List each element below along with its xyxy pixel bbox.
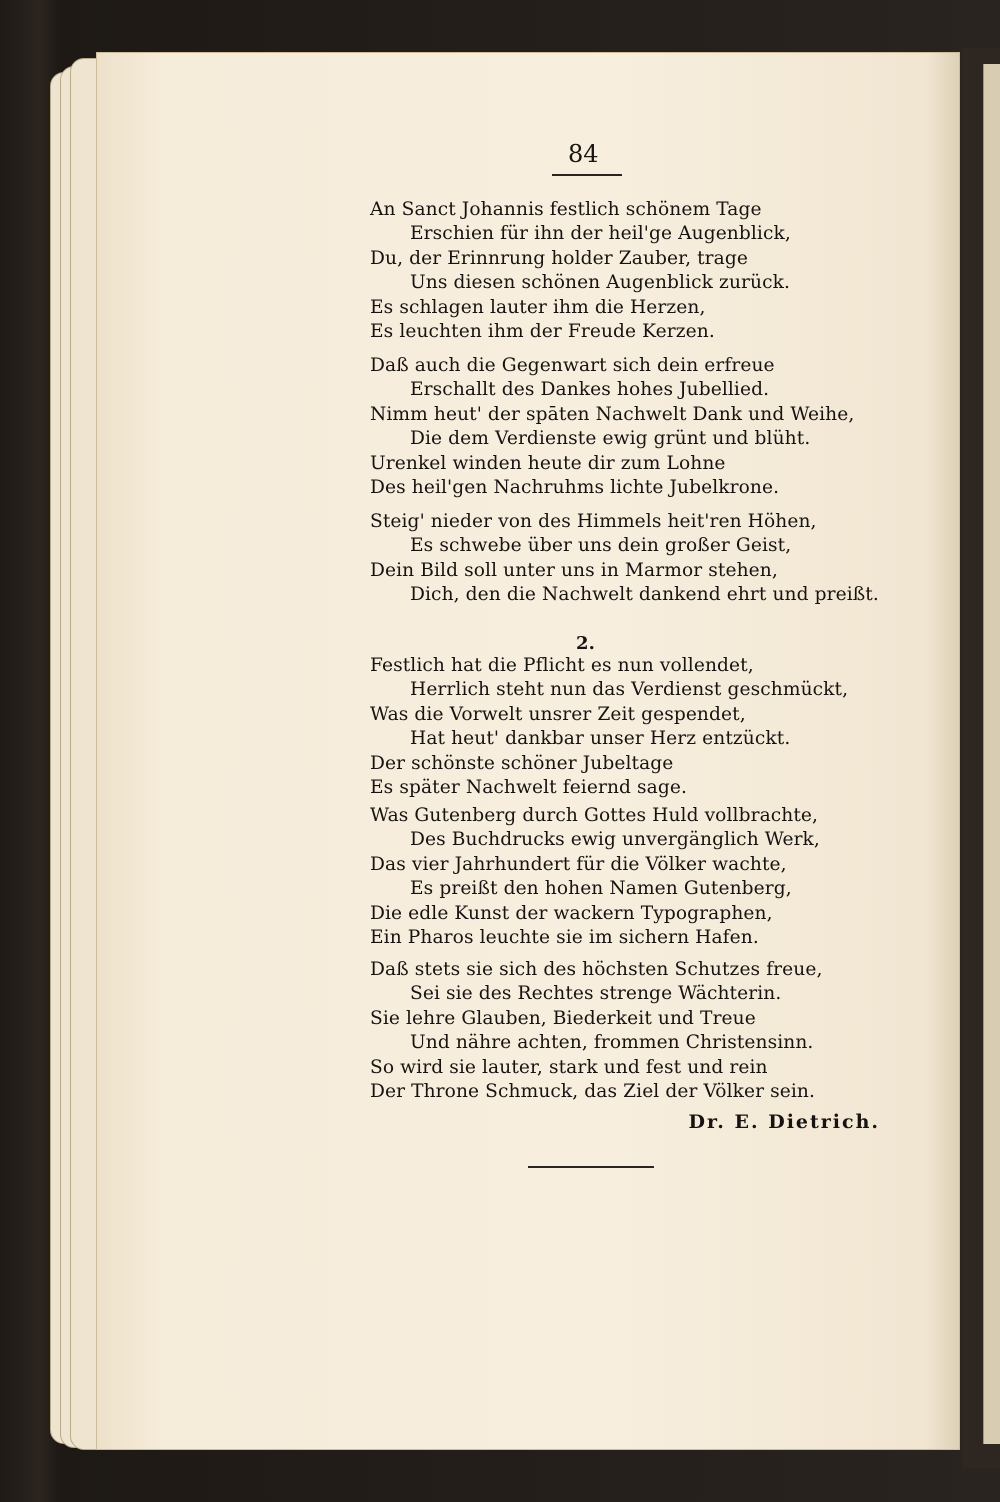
page-edge xyxy=(70,58,98,1450)
poem-line: Dich, den die Nachwelt dankend ehrt und preißt. xyxy=(410,584,879,606)
poem-line: Was Gutenberg durch Gottes Huld vollbrachte, xyxy=(370,805,819,826)
poem-line: Uns diesen schönen Augenblick zurück. xyxy=(410,272,790,294)
poem-line: Herrlich steht nun das Verdienst geschmückt, xyxy=(410,679,849,701)
poem-line: Urenkel winden heute dir zum Lohne xyxy=(370,452,726,474)
stanza xyxy=(370,198,860,344)
poem-line: Es später Nachwelt feiernd sage. xyxy=(370,777,687,799)
stanza xyxy=(370,654,860,800)
poem-line: Festlich hat die Pflicht es nun vollendet, xyxy=(370,655,754,676)
poem-line: Daß stets sie sich des höchsten Schutzes freue, xyxy=(370,959,823,980)
next-page-edge xyxy=(983,64,1000,1444)
poem-line: Steig' nieder von des Himmels heit'ren Höhen, xyxy=(370,511,817,532)
poem-line: Hat heut' dankbar unser Herz entzückt. xyxy=(410,728,791,750)
page-number: 84 xyxy=(568,140,599,168)
poem-line: Es schwebe über uns dein großer Geist, xyxy=(410,535,792,557)
section-number: 2. xyxy=(576,633,595,654)
poem-line: Des heil'gen Nachruhms lichte Jubelkrone. xyxy=(370,477,780,499)
page-number-rule xyxy=(552,174,622,176)
poem-line: Nimm heut' der spāten Nachwelt Dank und Weihe, xyxy=(370,403,855,425)
poem-line: Erschallt des Dankes hohes Jubellied. xyxy=(410,379,770,401)
poem-line: Daß auch die Gegenwart sich dein erfreue xyxy=(370,355,775,376)
poem-line: Es preißt den hohen Namen Gutenberg, xyxy=(410,878,792,900)
poem-line: Das vier Jahrhundert für die Völker wachte, xyxy=(370,853,787,875)
poem-line: Sie lehre Glauben, Biederkeit und Treue xyxy=(370,1007,756,1029)
poem-line: Die edle Kunst der wackern Typographen, xyxy=(370,902,773,924)
poem-line: Du, der Erinnrung holder Zauber, trage xyxy=(370,247,748,269)
stanza xyxy=(370,510,879,608)
poem-line: Dein Bild soll unter uns in Marmor stehen, xyxy=(370,559,778,581)
poem-line: Was die Vorwelt unsrer Zeit gespendet, xyxy=(370,703,746,725)
closing-rule xyxy=(528,1166,654,1168)
stanza xyxy=(370,354,860,500)
poem-line: An Sanct Johannis festlich schönem Tage xyxy=(370,199,762,220)
poem-line: Es leuchten ihm der Freude Kerzen. xyxy=(370,321,715,343)
poem-line: Die dem Verdienste ewig grünt und blüht. xyxy=(410,428,811,450)
author-signature: Dr. E. Dietrich. xyxy=(688,1111,880,1133)
poem-line: Ein Pharos leuchte sie im sichern Hafen. xyxy=(370,927,759,949)
poem-line: Und nähre achten, frommen Christensinn. xyxy=(410,1032,814,1054)
poem-line: Der Throne Schmuck, das Ziel der Völker sein. xyxy=(370,1081,815,1103)
poem-line: Des Buchdrucks ewig unvergänglich Werk, xyxy=(410,829,820,851)
stanza xyxy=(370,958,860,1104)
poem-line: Es schlagen lauter ihm die Herzen, xyxy=(370,296,706,318)
poem-line: So wird sie lauter, stark und fest und rein xyxy=(370,1056,768,1078)
poem-line: Der schönste schöner Jubeltage xyxy=(370,752,674,774)
stanza xyxy=(370,804,860,950)
poem-line: Sei sie des Rechtes strenge Wächterin. xyxy=(410,983,782,1005)
poem-line: Erschien für ihn der heil'ge Augenblick, xyxy=(410,223,791,245)
